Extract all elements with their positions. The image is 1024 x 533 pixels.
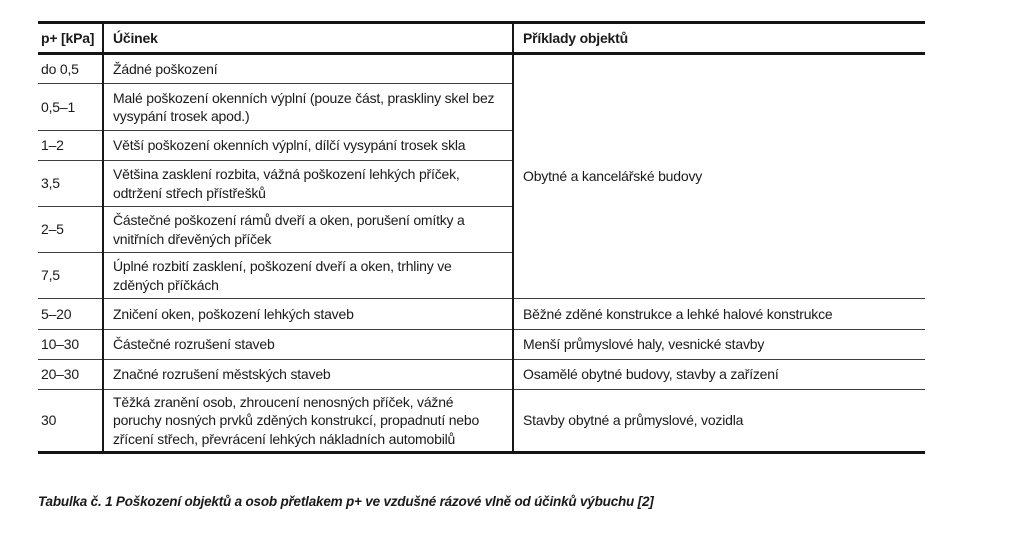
cell-examples-merged: Obytné a kancelářské budovy xyxy=(513,54,925,299)
cell-pressure: 5–20 xyxy=(38,299,103,330)
cell-pressure: 10–30 xyxy=(38,330,103,360)
cell-examples: Běžné zděné konstrukce a lehké halové konstrukce xyxy=(513,299,925,330)
cell-pressure: 7,5 xyxy=(38,253,103,299)
cell-examples: Menší průmyslové haly, vesnické stavby xyxy=(513,330,925,360)
cell-effect: Většina zasklení rozbita, vážná poškození lehkých příček, odtržení střech přístřešků xyxy=(103,161,513,207)
col-header-effect: Účinek xyxy=(103,23,513,54)
cell-examples: Stavby obytné a průmyslové, vozidla xyxy=(513,390,925,453)
cell-effect: Malé poškození okenních výplní (pouze část, praskliny skel bez vysypání trosek apod.) xyxy=(103,84,513,131)
damage-table xyxy=(38,21,925,454)
cell-effect: Značné rozrušení městských staveb xyxy=(103,360,513,390)
cell-effect: Částečné poškození rámů dveří a oken, porušení omítky a vnitřních dřevěných příček xyxy=(103,207,513,253)
cell-pressure: 1–2 xyxy=(38,131,103,161)
cell-pressure: do 0,5 xyxy=(38,54,103,84)
cell-examples: Osamělé obytné budovy, stavby a zařízení xyxy=(513,360,925,390)
col-header-examples: Příklady objektů xyxy=(513,23,925,54)
cell-effect: Větší poškození okenních výplní, dílčí vysypání trosek skla xyxy=(103,131,513,161)
cell-effect: Zničení oken, poškození lehkých staveb xyxy=(103,299,513,330)
table-row xyxy=(38,330,925,360)
table-row xyxy=(38,390,925,453)
table-row xyxy=(38,360,925,390)
cell-effect: Částečné rozrušení staveb xyxy=(103,330,513,360)
cell-effect: Těžká zranění osob, zhroucení nenosných příček, vážné poruchy nosných prvků zděných konstrukcí, propadnutí nebo zřícení střech, převrácení lehkých nákladních automobilů xyxy=(103,390,513,453)
cell-effect: Úplné rozbití zasklení, poškození dveří a oken, trhliny ve zděných příčkách xyxy=(103,253,513,299)
table-row xyxy=(38,54,925,84)
cell-pressure: 20–30 xyxy=(38,360,103,390)
table-row xyxy=(38,299,925,330)
table-header-row xyxy=(38,23,925,54)
cell-pressure: 3,5 xyxy=(38,161,103,207)
cell-pressure: 2–5 xyxy=(38,207,103,253)
cell-effect: Žádné poškození xyxy=(103,54,513,84)
cell-pressure: 30 xyxy=(38,390,103,453)
table-caption: Tabulka č. 1 Poškození objektů a osob přetlakem p+ ve vzdušné rázové vlně od účinků výbuchu [2] xyxy=(38,493,654,509)
cell-pressure: 0,5–1 xyxy=(38,84,103,131)
col-header-pressure: p+ [kPa] xyxy=(38,23,103,54)
